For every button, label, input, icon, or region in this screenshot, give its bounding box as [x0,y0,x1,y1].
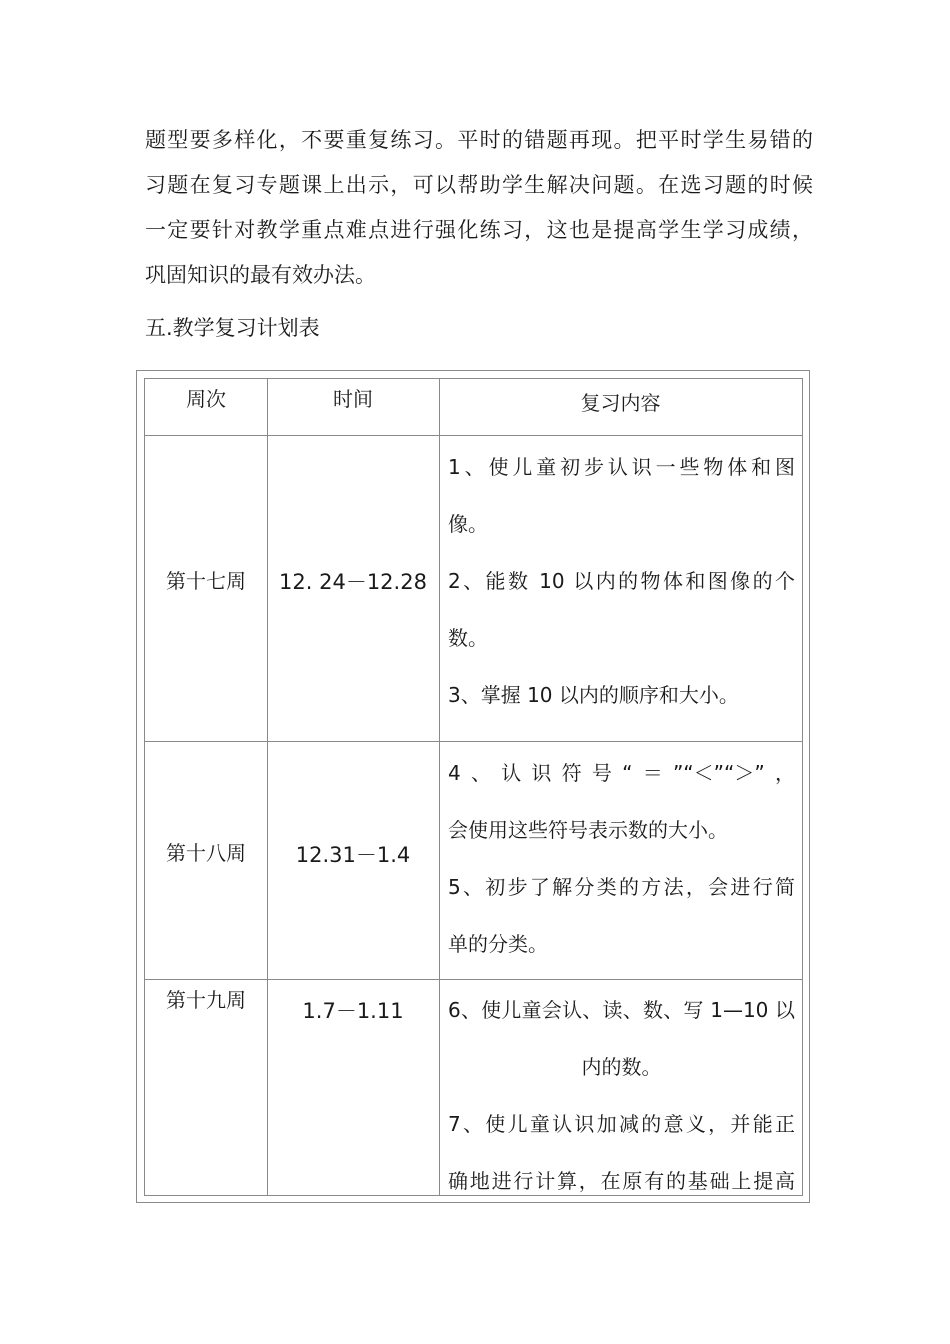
row-week: 第十七周 [166,569,246,593]
row-content [448,439,795,724]
row-divider [145,741,802,742]
content-line: 数。 [448,626,488,650]
review-plan-table [144,378,803,1196]
header-week: 周次 [186,387,226,411]
row-content [448,745,795,973]
row-week: 第十八周 [166,841,246,865]
row-time: 12.31－1.4 [295,843,411,867]
content-line: 4、认识符号“＝”“＜”“＞”， [448,761,795,785]
content-line: 会使用这些符号表示数的大小。 [448,818,728,842]
row-time: 1.7－1.11 [302,999,404,1023]
content-line: 3、掌握 10 以内的顺序和大小。 [448,683,739,707]
column-divider [267,379,268,1195]
intro-line: 习题在复习专题课上出示，可以帮助学生解决问题。在选习题的时候 [145,173,813,197]
intro-line: 巩固知识的最有效办法。 [145,263,376,287]
content-line: 单的分类。 [448,932,548,956]
content-line: 内的数。 [581,1055,662,1079]
content-line: 7、使儿童认识加减的意义，并能正 [448,1112,795,1136]
row-week: 第十九周 [166,988,246,1012]
content-line: 像。 [448,512,488,536]
header-content: 复习内容 [580,391,661,415]
content-line: 2、能数 10 以内的物体和图像的个 [448,569,795,593]
content-line: 确地进行计算，在原有的基础上提高 [448,1169,795,1193]
section-heading: 五.教学复习计划表 [145,316,320,340]
row-time: 12. 24－12.28 [279,570,427,594]
header-time: 时间 [333,387,373,411]
row-divider [145,435,802,436]
intro-line: 一定要针对教学重点难点进行强化练习，这也是提高学生学习成绩， [145,218,813,242]
intro-line: 题型要多样化，不要重复练习。平时的错题再现。把平时学生易错的 [145,128,813,152]
row-content [448,982,795,1210]
content-line: 6、使儿童会认、读、数、写 1—10 以 [448,998,795,1022]
content-line: 1、使儿童初步认识一些物体和图 [448,455,795,479]
column-divider [439,379,440,1195]
content-line: 5、初步了解分类的方法，会进行简 [448,875,795,899]
row-divider [145,979,802,980]
intro-paragraph [145,118,813,298]
